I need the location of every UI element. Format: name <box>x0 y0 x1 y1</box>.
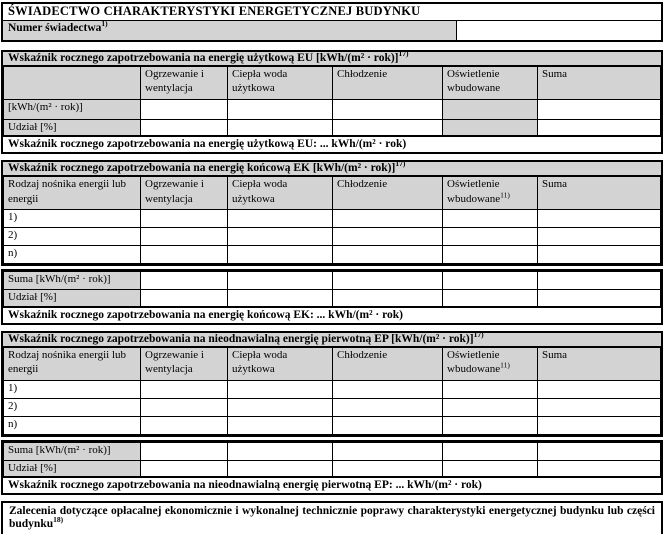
value-cell <box>141 272 228 290</box>
value-cell <box>228 272 333 290</box>
value-cell <box>141 246 228 264</box>
eu-header-heating: Ogrzewanie i wentylacja <box>141 67 228 100</box>
ep-header-hot-water: Ciepła woda użytkowa <box>228 347 333 380</box>
value-cell <box>228 290 333 306</box>
value-cell <box>538 246 661 264</box>
eu-caption-text: Wskaźnik rocznego zapotrzebowania na energię użytkową EU [kWh/(m² · rok)] <box>8 52 399 64</box>
value-cell <box>141 210 228 228</box>
ep-carrier-label: 1) <box>4 380 141 398</box>
value-cell <box>228 100 333 120</box>
value-cell <box>141 442 228 460</box>
ep-carrier-row-n <box>4 416 661 434</box>
ep-header-heating: Ogrzewanie i wentylacja <box>141 347 228 380</box>
page-title: ŚWIADECTWO CHARAKTERYSTYKI ENERGETYCZNEJ BUDYNKU <box>3 4 661 21</box>
ek-sum-label: Suma [kWh/(m² · rok)] <box>4 272 141 290</box>
value-cell <box>228 460 333 476</box>
ep-header-carrier: Rodzaj nośnika energii lub energii <box>4 347 141 380</box>
ek-carrier-row-n <box>4 246 661 264</box>
value-cell <box>141 380 228 398</box>
ek-table <box>3 176 661 264</box>
value-cell <box>538 120 661 136</box>
value-cell <box>443 380 538 398</box>
ep-totals-table <box>3 442 661 477</box>
ek-share-row <box>4 290 661 306</box>
eu-header-cooling: Chłodzenie <box>333 67 443 100</box>
ep-table-caption <box>3 329 661 347</box>
footnote-marker: 17) <box>398 49 409 59</box>
value-cell <box>538 460 661 476</box>
ep-table <box>3 347 661 435</box>
eu-header-empty <box>4 67 141 100</box>
recommendations-text: Zalecenia dotyczące opłacalnej ekonomicznie i wykonalnej technicznie poprawy charakterystyki energetycznej budynku lub części budynku <box>9 504 655 531</box>
value-cell <box>228 228 333 246</box>
value-cell <box>443 290 538 306</box>
ep-caption-text: Wskaźnik rocznego zapotrzebowania na nieodnawialną energię pierwotną EP [kWh/(m² · rok)] <box>8 332 474 345</box>
footnote-marker: 18) <box>53 515 64 525</box>
ep-table-block <box>1 331 663 437</box>
value-cell <box>443 272 538 290</box>
value-cell <box>228 442 333 460</box>
ek-header-row <box>4 177 661 210</box>
value-cell <box>538 228 661 246</box>
ep-carrier-row-1 <box>4 380 661 398</box>
ek-carrier-row-2 <box>4 228 661 246</box>
footnote-marker: 17) <box>395 159 406 169</box>
value-cell <box>333 100 443 120</box>
value-cell <box>538 398 661 416</box>
value-cell <box>443 442 538 460</box>
ek-carrier-label: n) <box>4 246 141 264</box>
certificate-number-text: Numer świadectwa <box>8 22 102 34</box>
value-cell <box>333 442 443 460</box>
ep-header-cooling: Chłodzenie <box>333 347 443 380</box>
ek-totals-table <box>3 271 661 306</box>
value-cell <box>443 100 538 120</box>
ek-carrier-label: 2) <box>4 228 141 246</box>
value-cell <box>141 290 228 306</box>
ep-sum-row <box>4 442 661 460</box>
value-cell <box>228 210 333 228</box>
eu-table <box>3 66 661 136</box>
value-cell <box>141 100 228 120</box>
ep-carrier-row-2 <box>4 398 661 416</box>
value-cell <box>538 442 661 460</box>
value-cell <box>141 228 228 246</box>
ep-share-label: Udział [%] <box>4 460 141 476</box>
value-cell <box>443 416 538 434</box>
value-cell <box>538 272 661 290</box>
value-cell <box>141 460 228 476</box>
footnote-marker: 11) <box>500 189 510 199</box>
ek-header-lighting <box>443 177 538 210</box>
ek-share-label: Udział [%] <box>4 290 141 306</box>
value-cell <box>538 290 661 306</box>
ek-sum-row <box>4 272 661 290</box>
ek-table-block <box>1 160 663 266</box>
eu-kwh-label: [kWh/(m² · rok)] <box>4 100 141 120</box>
ek-totals-block <box>1 269 663 324</box>
value-cell <box>228 416 333 434</box>
ep-header-sum: Suma <box>538 347 661 380</box>
value-cell <box>333 210 443 228</box>
certificate-number-label <box>3 21 457 40</box>
ek-carrier-row-1 <box>4 210 661 228</box>
value-cell <box>333 416 443 434</box>
value-cell <box>333 380 443 398</box>
value-cell <box>443 120 538 136</box>
ep-sum-label: Suma [kWh/(m² · rok)] <box>4 442 141 460</box>
value-cell <box>443 246 538 264</box>
ep-header-lighting-text: Oświetlenie wbudowane <box>447 348 501 375</box>
ep-totals-block <box>1 440 663 495</box>
eu-share-label: Udział [%] <box>4 120 141 136</box>
value-cell <box>538 100 661 120</box>
value-cell <box>333 272 443 290</box>
eu-share-row <box>4 120 661 136</box>
value-cell <box>333 460 443 476</box>
ep-header-row <box>4 347 661 380</box>
eu-table-block <box>1 50 663 154</box>
value-cell <box>228 398 333 416</box>
ek-summary-line: Wskaźnik rocznego zapotrzebowania na energię końcową EK: ... kWh/(m² · rok) <box>3 307 661 323</box>
value-cell <box>333 228 443 246</box>
value-cell <box>538 380 661 398</box>
ek-carrier-label: 1) <box>4 210 141 228</box>
ek-header-sum: Suma <box>538 177 661 210</box>
value-cell <box>443 398 538 416</box>
footnote-marker: 11) <box>500 360 510 370</box>
eu-header-hot-water: Ciepła woda użytkowa <box>228 67 333 100</box>
ep-carrier-label: n) <box>4 416 141 434</box>
ep-share-row <box>4 460 661 476</box>
ep-summary-line: Wskaźnik rocznego zapotrzebowania na nieodnawialną energię pierwotną EP: ... kWh/(m² · rok) <box>3 477 661 493</box>
eu-summary-line: Wskaźnik rocznego zapotrzebowania na energię użytkową EU: ... kWh/(m² · rok) <box>3 136 661 152</box>
certificate-number-row <box>3 21 661 40</box>
ek-header-carrier: Rodzaj nośnika energii lub energii <box>4 177 141 210</box>
value-cell <box>333 398 443 416</box>
ek-header-hot-water: Ciepła woda użytkowa <box>228 177 333 210</box>
value-cell <box>141 416 228 434</box>
value-cell <box>333 246 443 264</box>
ek-header-lighting-text: Oświetlenie wbudowane <box>447 178 501 205</box>
value-cell <box>141 120 228 136</box>
ek-header-heating: Ogrzewanie i wentylacja <box>141 177 228 210</box>
footnote-marker: 1) <box>101 19 108 29</box>
value-cell <box>228 246 333 264</box>
header-block <box>1 2 663 42</box>
eu-header-row <box>4 67 661 100</box>
footnote-marker: 17) <box>473 329 484 339</box>
ep-carrier-label: 2) <box>4 398 141 416</box>
ep-header-lighting <box>443 347 538 380</box>
value-cell <box>443 460 538 476</box>
eu-kwh-row <box>4 100 661 120</box>
value-cell <box>443 210 538 228</box>
recommendations-block <box>1 501 663 534</box>
value-cell <box>538 416 661 434</box>
value-cell <box>228 380 333 398</box>
value-cell <box>538 210 661 228</box>
value-cell <box>333 290 443 306</box>
eu-header-sum: Suma <box>538 67 661 100</box>
certificate-number-value <box>457 21 661 40</box>
ek-table-caption <box>3 159 661 176</box>
value-cell <box>141 398 228 416</box>
eu-table-caption <box>3 49 661 66</box>
value-cell <box>443 228 538 246</box>
value-cell <box>333 120 443 136</box>
value-cell <box>228 120 333 136</box>
ek-header-cooling: Chłodzenie <box>333 177 443 210</box>
ek-caption-text: Wskaźnik rocznego zapotrzebowania na energię końcową EK [kWh/(m² · rok)] <box>8 162 396 175</box>
eu-header-lighting: Oświetlenie wbudowane <box>443 67 538 100</box>
